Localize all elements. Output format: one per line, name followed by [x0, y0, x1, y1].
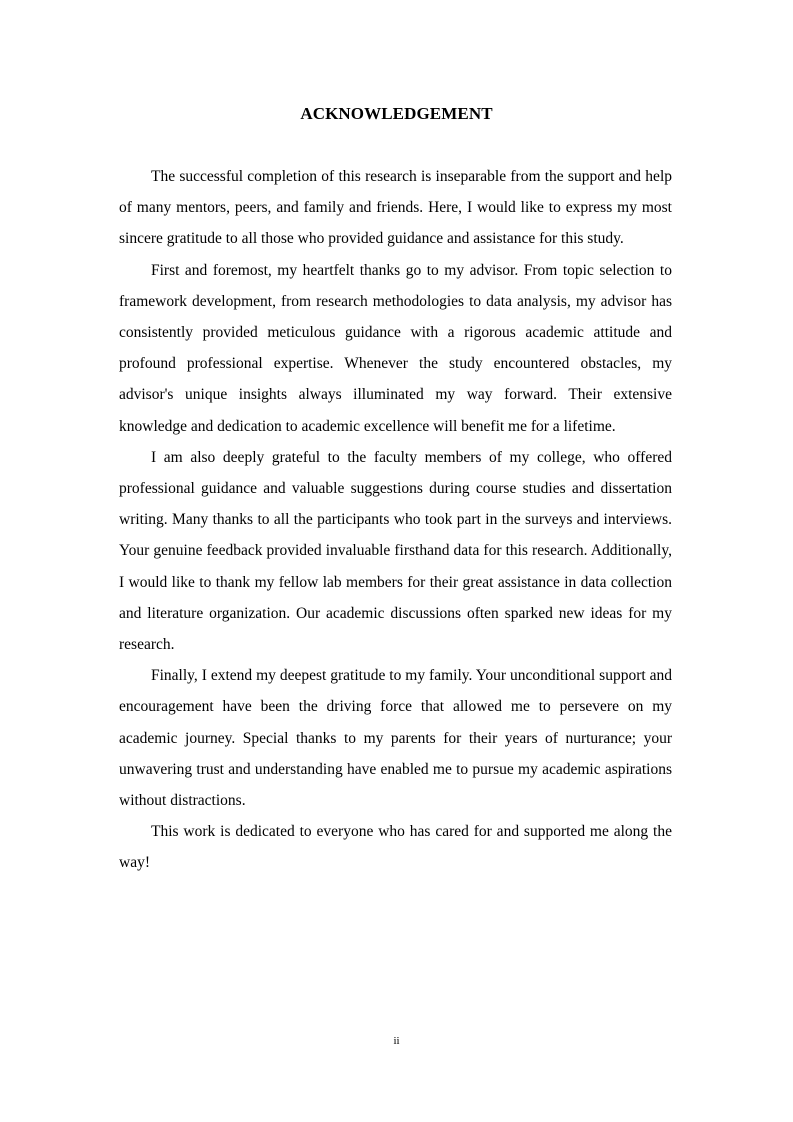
- paragraph-faculty: I am also deeply grateful to the faculty members of my college, who offered professional guidance and valuable suggestions during course studies and dissertation writing. Many thanks to all the participants who took part in the surveys and interviews. Your genuine feedback provided invaluable firsthand data for this research. Additionally, I would like to thank my fellow lab members for their great assistance in data collection and literature organization. Our academic discussions often sparked new ideas for my research.: [119, 448, 672, 654]
- paragraph-dedication: This work is dedicated to everyone who has cared for and supported me along the way!: [119, 823, 672, 872]
- paragraph-family: Finally, I extend my deepest gratitude to my family. Your unconditional support and encouragement have been the driving force that allowed me to persevere on my academic journey. Special thanks to my parents for their years of nurturance; your unwavering trust and understanding have enabled me to pursue my academic aspirations without distractions.: [119, 667, 672, 810]
- acknowledgement-body: [119, 161, 672, 879]
- paragraph-intro: The successful completion of this research is inseparable from the support and help of many mentors, peers, and family and friends. Here, I would like to express my most sincere gratitude to all those who provided guidance and assistance for this study.: [119, 168, 672, 248]
- page-title: ACKNOWLEDGEMENT: [300, 104, 493, 123]
- page-number: ii: [393, 1035, 400, 1047]
- paragraph-advisor: First and foremost, my heartfelt thanks go to my advisor. From topic selection to framework development, from research methodologies to data analysis, my advisor has consistently provided meticulous guidance with a rigorous academic attitude and profound professional expertise. Whenever the study encountered obstacles, my advisor's unique insights always illuminated my way forward. Their extensive knowledge and dedication to academic excellence will benefit me for a lifetime.: [119, 261, 672, 435]
